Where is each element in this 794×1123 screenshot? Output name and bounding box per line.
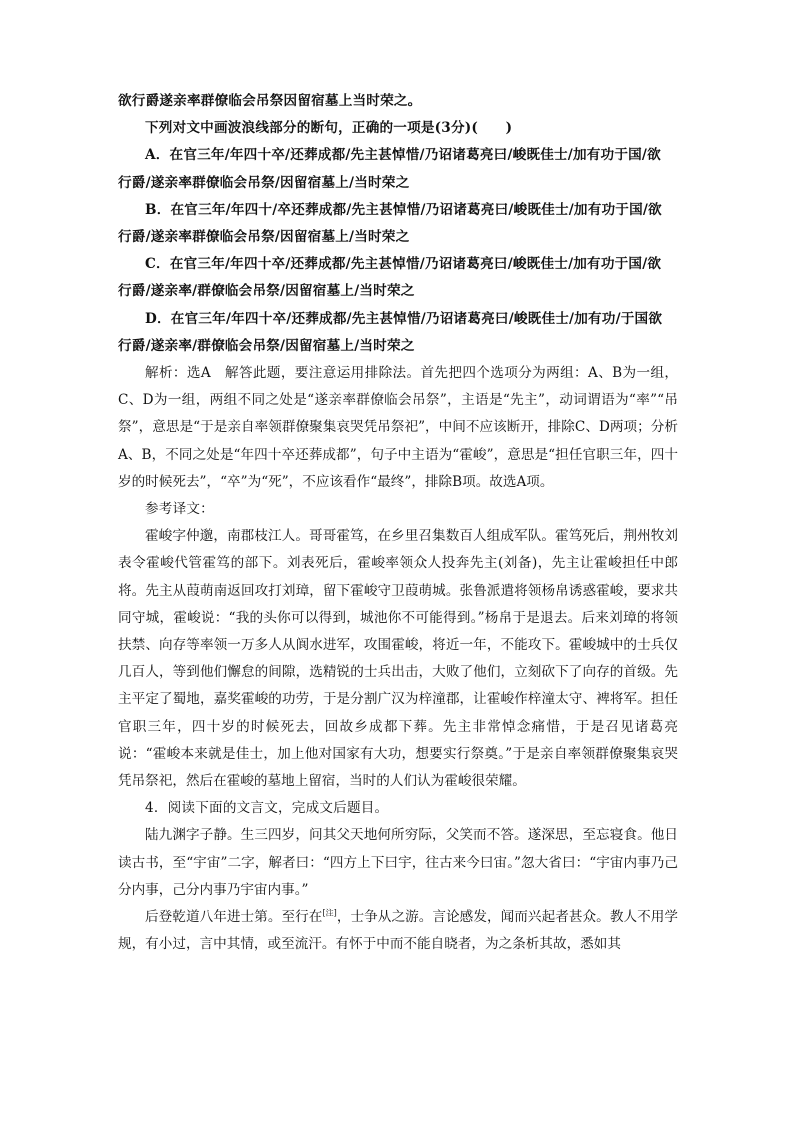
option-c-line1: C．在官三年/年四十卒/还葬成都/先主甚悼惜/乃诏诸葛亮曰/峻既佳士/加有功于国/欲	[145, 256, 662, 273]
analysis-paragraph: 解析：选A 解答此题，要注意运用排除法。首先把四个选项分为两组：A、B为一组，C、D为一组，两组不同之处是“遂亲率群僚临会吊祭”，主语是“先主”，动词谓语为“率”“吊祭”，意思是“于是亲自率领群僚聚集哀哭凭吊祭祀”，中间不应该断开，排除C、D两项；分析A、B，不同之处是“年四十卒还葬成都”，句子中主语为“霍峻”，意思是“担任官职三年，四十岁的时候死去”，“卒”为“死”，不应该看作“最终”，排除B项。故选A项。	[118, 365, 678, 490]
reference-translation-heading: 参考译文：	[145, 501, 214, 518]
option-a	[118, 142, 678, 196]
document-page	[118, 88, 678, 959]
option-a-line2: 行爵/遂亲率群僚临会吊祭/因留宿墓上/当时荣之	[118, 174, 410, 191]
option-c	[118, 251, 678, 305]
passage-paragraph-2-rest: ，士争从之游。言论感发，闻而兴起者甚众。教人不用学规，有小过，言中其情，或至流汗。有怀于中而不能自晓者，为之条析其故，悉如其	[118, 909, 679, 953]
option-b-line2: 行爵/遂亲率群僚临会吊祭/因留宿墓上/当时荣之	[118, 229, 410, 246]
option-a-line1: A．在官三年/年四十卒/还葬成都/先主甚悼惜/乃诏诸葛亮曰/峻既佳士/加有功于国/欲	[145, 147, 661, 164]
top-line: 欲行爵遂亲率群僚临会吊祭因留宿墓上当时荣之。	[118, 93, 422, 109]
passage-paragraph-2-start: 后登乾道八年进士第。至行在	[145, 909, 323, 926]
translation-paragraph: 霍峻字仲邈，南郡枝江人。哥哥霍笃，在乡里召集数百人组成军队。霍笃死后，荆州牧刘表令霍峻代管霍笃的部下。刘表死后，霍峻率领众人投奔先主(刘备)，先主让霍峻担任中郎将。先主从葭萌南返回攻打刘璋，留下霍峻守卫葭萌城。张鲁派遣将领杨帛诱惑霍峻，要求共同守城，霍峻说：“我的头你可以得到，城池你不可能得到。”杨帛于是退去。后来刘璋的将领扶禁、向存等率领一万多人从阆水进军，攻围霍峻，将近一年，不能攻下。霍峻城中的士兵仅几百人，等到他们懈怠的间隙，选精锐的士兵出击，大败了他们，立刻砍下了向存的首级。先主平定了蜀地，嘉奖霍峻的功劳，于是分割广汉为梓潼郡，让霍峻作梓潼太守、裨将军。担任官职三年，四十岁的时候死去，回故乡成都下葬。先主非常悼念痛惜，于是召见诸葛亮说：“霍峻本来就是佳士，加上他对国家有大功，想要实行祭奠。”于是亲自率领群僚聚集哀哭凭吊祭祀，然后在霍峻的墓地上留宿，当时的人们认为霍峻很荣耀。	[118, 528, 678, 790]
passage-paragraph-1: 陆九渊字子静。生三四岁，问其父天地何所穷际，父笑而不答。遂深思，至忘寝食。他日读古书，至“宇宙”二字，解者曰：“四方上下曰宇，往古来今曰宙。”忽大省曰：“宇宙内事乃己分内事，己分内事乃宇宙内事。”	[118, 827, 678, 898]
option-c-line2: 行爵/遂亲率/群僚临会吊祭/因留宿墓上/当时荣之	[118, 283, 415, 300]
question-stem: 下列对文中画波浪线部分的断句，正确的一项是(3分)( )	[145, 120, 513, 137]
option-d	[118, 306, 678, 360]
footnote-marker: [注]	[322, 908, 337, 918]
option-b	[118, 197, 678, 251]
passage-paragraph-2	[118, 904, 678, 958]
option-b-line1: B．在官三年/年四十/卒还葬成都/先主甚悼惜/乃诏诸葛亮曰/峻既佳士/加有功于国/欲	[145, 201, 662, 218]
question-4-heading: 4．阅读下面的文言文，完成文后题目。	[145, 800, 389, 817]
option-d-line1: D．在官三年/年四十卒/还葬成都/先主甚悼惜/乃诏诸葛亮曰/峻既佳士/加有功/于国欲	[145, 310, 663, 327]
option-d-line2: 行爵/遂亲率/群僚临会吊祭/因留宿墓上/当时荣之	[118, 337, 415, 354]
